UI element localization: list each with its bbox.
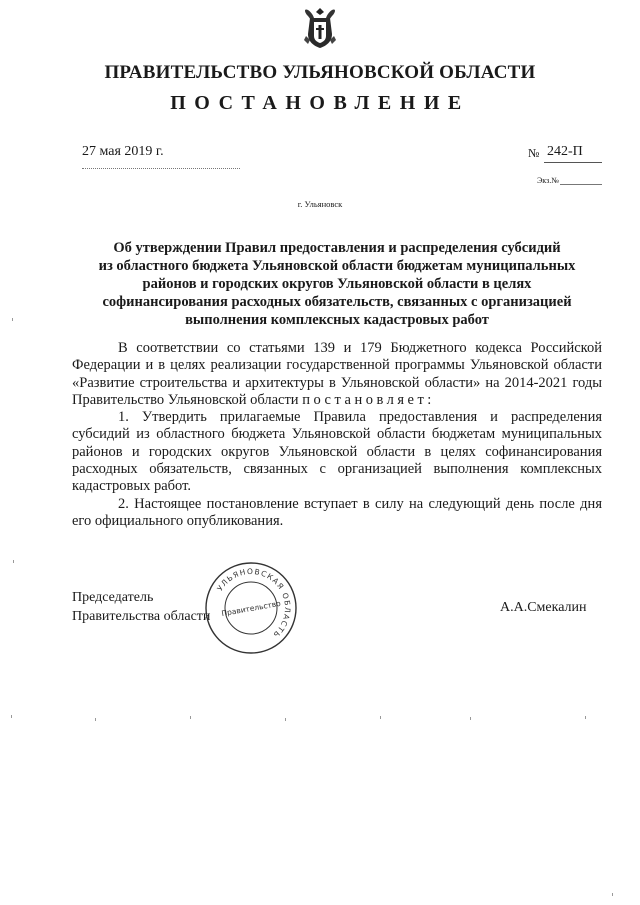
signatory-title <box>72 588 210 626</box>
organization-title: ПРАВИТЕЛЬСТВО УЛЬЯНОВСКОЙ ОБЛАСТИ <box>104 62 536 83</box>
document-date: 27 мая 2019 г. <box>82 144 164 159</box>
resolution-verb: постановляет: <box>302 391 435 408</box>
number-sign: № <box>528 146 540 160</box>
scan-speck <box>585 716 586 719</box>
point-2-paragraph: 2. Настоящее постановление вступает в силу на следующий день после дня его официального опубликования. <box>72 495 602 529</box>
official-seal-icon <box>203 560 299 656</box>
scan-speck <box>285 718 286 721</box>
title-line: из областного бюджета Ульяновской области бюджетам муниципальных <box>98 258 576 274</box>
scan-speck <box>380 716 381 719</box>
title-line: Об утверждении Правил предоставления и распределения субсидий <box>113 240 561 256</box>
point-1-paragraph: 1. Утвердить прилагаемые Правила предоставления и распределения субсидий из областного бюджета Ульяновской области бюджетам муниципальных районов и городских округов Ульяновской области в целях софинансирования расходных обязательств, связанных с организацией выполнения комплексных кадастровых работ. <box>72 409 602 495</box>
svg-text:УЛЬЯНОВСКАЯ ОБЛАСТЬ: УЛЬЯНОВСКАЯ ОБЛАСТЬ <box>215 566 293 640</box>
title-line: выполнения комплексных кадастровых работ <box>185 312 489 328</box>
title-line: софинансирования расходных обязательств, связанных с организацией <box>102 294 572 310</box>
signatory-title-line: Председатель <box>72 590 154 605</box>
signatory-name: А.А.Смекалин <box>500 600 587 615</box>
scan-speck <box>470 717 471 720</box>
document-type: ПОСТАНОВЛЕНИЕ <box>170 92 470 114</box>
document-number: 242-П <box>547 144 583 159</box>
scan-speck <box>612 893 613 896</box>
copy-number-label: Экз.№ <box>537 176 559 185</box>
city: г. Ульяновск <box>297 199 343 209</box>
number-underline <box>544 162 602 163</box>
coat-of-arms-icon <box>302 6 338 50</box>
scan-speck <box>95 718 96 721</box>
intro-paragraph <box>72 340 602 409</box>
title-line: районов и городских округов Ульяновской области в целях <box>142 276 532 292</box>
intro-text: В соответствии со статьями 139 и 179 Бюджетного кодекса Российской Федерации и в целях реализации государственной программы Ульяновской области «Развитие строительства и архитектуры в Ульяновской области» на 2014-2021 годы Правительство Ульяновской области <box>72 340 602 408</box>
scan-speck <box>12 318 13 321</box>
signatory-title-line: Правительства области <box>72 609 211 624</box>
scan-speck <box>11 715 12 718</box>
scan-speck <box>190 716 191 719</box>
scan-speck <box>13 560 14 563</box>
date-underline <box>82 168 240 169</box>
svg-text:Правительство: Правительство <box>220 598 282 619</box>
document-body <box>72 340 602 530</box>
copy-number-underline <box>560 184 602 185</box>
document-title <box>72 239 602 329</box>
